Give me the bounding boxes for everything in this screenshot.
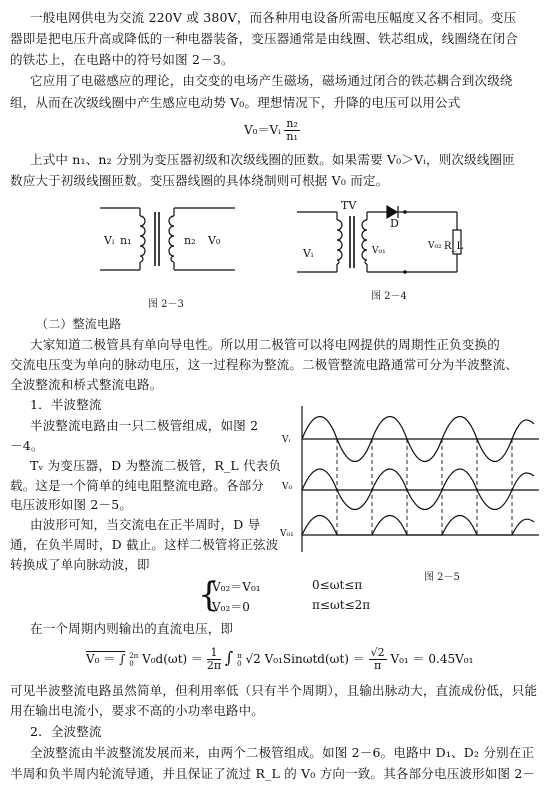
para1-line1: 一般电网供电为交流 220V 或 380V，而各种用电设备所需电压幅度又各不相同。变压 — [30, 10, 517, 25]
figure-2-3-transformer — [95, 198, 245, 280]
para2-line2: 组，从而在次级线圈中产生感应电动势 V₀。理想情况下，升降的电压可以用公式 — [10, 95, 461, 110]
para7-line2: 用在输出电流小，要求不高的小功率电路中。 — [10, 703, 265, 718]
formula2-upper2: π — [237, 651, 242, 660]
formula2-coeff — [207, 647, 221, 672]
para6: 在一个周期内则输出的直流电压，即 — [30, 621, 234, 636]
fig25-vo1-label: V₀₁ — [280, 529, 294, 539]
para4-line1: 大家知道二极管具有单向导电性。所以用二极管可以将电网提供的周期性正负变换的 — [30, 337, 500, 352]
fig24-vo1-label: V₀₁ — [372, 246, 386, 256]
formula-average-voltage — [86, 647, 473, 672]
formula1-denominator: n₁ — [286, 130, 298, 143]
para5-line6: 由波形可知，当交流电在正半周时，D 导 — [30, 517, 261, 532]
para3-line2: 数应大于初级线圈匝数。变压器线圈的具体绕制则可根据 V₀ 而定。 — [10, 173, 389, 188]
formula1-fraction — [284, 118, 300, 143]
fig25-caption: 图 2－5 — [424, 572, 460, 583]
formula2-limits2 — [237, 652, 242, 668]
fig24-tv-label: TV — [341, 199, 357, 212]
formula-turns-ratio — [244, 118, 300, 143]
formula2-coeff-den: 2π — [206, 659, 222, 672]
formula2-result: V₀₁ ＝ 0.45V₀₁ — [390, 652, 474, 666]
para4-line3: 全波整流和桥式整流电路。 — [10, 377, 163, 392]
piecewise-row2-cond: π≤ωt≤2π — [312, 598, 371, 612]
figure-2-5-waveforms — [294, 404, 550, 564]
fig23-n2-label: n₂ — [184, 234, 196, 247]
fig24-vi-label: Vᵢ — [303, 247, 314, 260]
piecewise-row1-cond: 0≤ωt≤π — [312, 578, 363, 592]
para5-line5: 电压波形如图 2－5。 — [10, 497, 133, 512]
para2-line1: 它应用了电磁感应的理论，由交变的电场产生磁场，磁场通过闭合的铁芯耦合到次级绕 — [30, 73, 513, 88]
para3-line1: 上式中 n₁、n₂ 分别为变压器初级和次级线圈的匝数。如果需要 V₀＞Vᵢ，则次级线圈匝 — [30, 152, 515, 167]
fig23-caption: 图 2－3 — [148, 299, 184, 310]
fig24-vo2-label: V₀₂ — [428, 241, 442, 251]
para7-line1: 可见半波整流电路虽然简单，但利用率低（只有半个周期），且输出脉动大，直流成份低，只能 — [10, 683, 538, 698]
formula1-lhs: V₀＝Vᵢ — [244, 123, 281, 137]
fig24-d-label: D — [390, 217, 399, 230]
formula1-numerator: n₂ — [286, 117, 298, 130]
para5-line7: 通，在负半周时，D 截止。这样二极管将正弦波 — [10, 537, 279, 552]
para5-line1: 半波整流电路由一只二极管组成，如图 2 — [30, 418, 259, 433]
para5-line8: 转换成了单向脉动波，即 — [10, 557, 150, 572]
formula2-integral2: ∫ — [224, 648, 234, 667]
piecewise-brace: { — [198, 575, 220, 615]
fig24-caption: 图 2－4 — [371, 291, 407, 302]
para5-line3: Tᵥ 为变压器，D 为整流二极管，R_L 代表负 — [30, 458, 282, 473]
para5-line4: 载。这是一个简单的纯电阻整流电路。各部分 — [10, 478, 265, 493]
fig23-n1-label: n₁ — [120, 234, 132, 247]
para1-line3: 的铁芯上，在电路中的符号如图 2－3。 — [10, 52, 234, 67]
formula2-lower1: 0 — [129, 659, 134, 668]
formula2-integrand1: V₀d(ωt) ＝ — [142, 652, 204, 666]
piecewise-row1-eq: V₀₂＝V₀₁ — [212, 580, 261, 594]
formula2-result-den: π — [374, 659, 382, 672]
formula2-lower2: 0 — [237, 659, 242, 668]
fig25-vi-label: Vᵢ — [282, 435, 291, 445]
para4-line2: 交流电压变为单向的脉动电压，这一过程称为整流。二极管整流电路通常可分为半波整流、 — [10, 357, 519, 372]
formula2-result-fraction — [369, 647, 387, 672]
formula2-upper1: 2π — [129, 651, 139, 660]
formula2-lhs: V₀ ＝ ∫ — [86, 652, 126, 666]
formula2-integrand2: √2 V₀₁Sinωtd(ωt) ＝ — [245, 652, 365, 666]
formula2-result-num: √2 — [370, 646, 385, 659]
subsection-full-wave-title: 2．全波整流 — [30, 724, 102, 739]
piecewise-row2-eq: V₀₂＝0 — [212, 600, 250, 614]
para1-line2: 器即是把电压升高或降低的一种电器装备，变压器通常是由线圈、铁芯组成，线圈绕在闭合 — [10, 31, 519, 46]
fig24-rl-label: R_L — [444, 241, 464, 252]
fig23-vi-label: Vᵢ — [104, 234, 115, 247]
subsection-half-wave-title: 1．半波整流 — [30, 397, 102, 412]
fig25-vo-label: V₀ — [282, 482, 293, 492]
section-title-rectifier: （二）整流电路 — [36, 317, 122, 331]
para5-line2: －4。 — [10, 438, 44, 453]
formula2-coeff-num: 1 — [207, 647, 221, 660]
fig23-vo-label: V₀ — [208, 234, 221, 247]
para8-line2: 半周和负半周内轮流导通，并且保证了流过 R_L 的 V₀ 方向一致。其各部分电压波形如图 2－ — [10, 766, 536, 781]
formula2-limits1 — [129, 652, 138, 668]
para8-line1: 全波整流由半波整流发展而来，由两个二极管组成。如图 2－6。电路中 D₁、D₂ 分别在正 — [30, 745, 535, 760]
